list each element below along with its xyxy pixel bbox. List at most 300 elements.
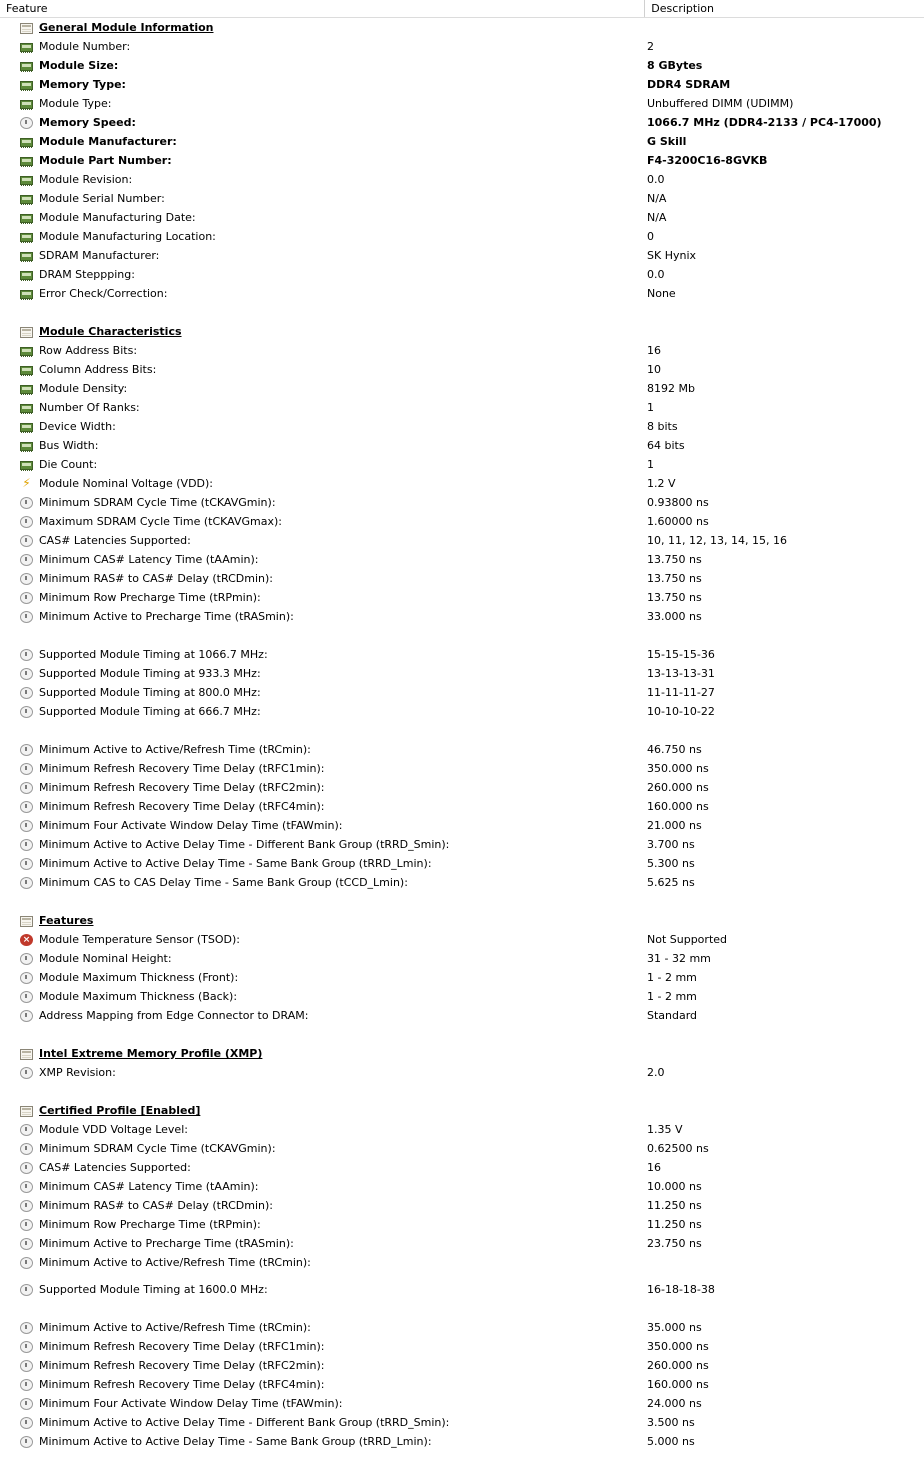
feature-cell xyxy=(0,1120,645,1139)
feature-cell xyxy=(0,37,645,56)
chip-icon xyxy=(20,271,33,280)
detail-row[interactable] xyxy=(0,531,924,550)
description-cell: 16 xyxy=(647,344,661,357)
feature-label: Minimum Refresh Recovery Time Delay (tRFC4min): xyxy=(39,1378,325,1391)
description-cell: 35.000 ns xyxy=(647,1321,702,1334)
description-cell: 10 xyxy=(647,363,661,376)
description-cell: 13.750 ns xyxy=(647,591,702,604)
description-cell: 5.625 ns xyxy=(647,876,695,889)
detail-row[interactable] xyxy=(0,1006,924,1025)
detail-row[interactable] xyxy=(0,1063,924,1082)
chip-icon xyxy=(20,290,33,299)
feature-cell xyxy=(0,911,645,930)
feature-cell xyxy=(0,778,645,797)
feature-label: Module Revision: xyxy=(39,173,133,186)
detail-row[interactable] xyxy=(0,265,924,284)
detail-row[interactable] xyxy=(0,740,924,759)
detail-row[interactable] xyxy=(0,1158,924,1177)
description-cell: 0.93800 ns xyxy=(647,496,709,509)
section-icon xyxy=(20,23,33,34)
feature-label: Supported Module Timing at 666.7 MHz: xyxy=(39,705,261,718)
clock-icon xyxy=(20,953,33,965)
feature-label: Minimum CAS# Latency Time (tAAmin): xyxy=(39,553,259,566)
detail-row[interactable] xyxy=(0,1280,924,1299)
detail-row[interactable] xyxy=(0,854,924,873)
detail-row[interactable] xyxy=(0,436,924,455)
detail-row[interactable] xyxy=(0,246,924,265)
feature-label: Minimum Active to Active Delay Time - Different Bank Group (tRRD_Smin): xyxy=(39,838,450,851)
description-cell: 1.2 V xyxy=(647,477,676,490)
feature-cell xyxy=(0,436,645,455)
feature-cell xyxy=(0,569,645,588)
feature-cell xyxy=(0,56,645,75)
clock-icon xyxy=(20,1360,33,1372)
feature-cell xyxy=(0,170,645,189)
detail-row[interactable] xyxy=(0,1394,924,1413)
clock-icon xyxy=(20,1124,33,1136)
feature-cell xyxy=(0,417,645,436)
detail-row[interactable] xyxy=(0,398,924,417)
feature-cell xyxy=(0,873,645,892)
feature-cell xyxy=(0,75,645,94)
description-cell: 350.000 ns xyxy=(647,762,709,775)
feature-cell xyxy=(0,987,645,1006)
detail-row[interactable] xyxy=(0,341,924,360)
feature-cell xyxy=(0,227,645,246)
detail-row[interactable] xyxy=(0,170,924,189)
feature-cell xyxy=(0,1253,645,1272)
feature-label: CAS# Latencies Supported: xyxy=(39,1161,191,1174)
detail-row[interactable] xyxy=(0,930,924,949)
description-cell: 8192 Mb xyxy=(647,382,695,395)
section-icon xyxy=(20,327,33,338)
feature-cell xyxy=(0,398,645,417)
feature-cell xyxy=(0,702,645,721)
feature-label: Minimum Active to Active/Refresh Time (tRCmin): xyxy=(39,1256,311,1269)
description-cell: 21.000 ns xyxy=(647,819,702,832)
clock-icon xyxy=(20,782,33,794)
feature-label: Minimum RAS# to CAS# Delay (tRCDmin): xyxy=(39,1199,273,1212)
feature-label: Maximum SDRAM Cycle Time (tCKAVGmax): xyxy=(39,515,282,528)
detail-row[interactable] xyxy=(0,1337,924,1356)
feature-cell xyxy=(0,379,645,398)
feature-cell xyxy=(0,1101,645,1120)
description-cell: 10.000 ns xyxy=(647,1180,702,1193)
description-cell: 13.750 ns xyxy=(647,572,702,585)
detail-row[interactable] xyxy=(0,968,924,987)
description-cell: 46.750 ns xyxy=(647,743,702,756)
feature-cell xyxy=(0,474,645,493)
spd-detail-list xyxy=(0,18,924,1451)
feature-label: DRAM Steppping: xyxy=(39,268,135,281)
feature-label: Supported Module Timing at 1066.7 MHz: xyxy=(39,648,268,661)
feature-cell xyxy=(0,835,645,854)
detail-row[interactable] xyxy=(0,550,924,569)
feature-label: Number Of Ranks: xyxy=(39,401,140,414)
detail-row[interactable] xyxy=(0,683,924,702)
feature-label: Minimum Refresh Recovery Time Delay (tRFC1min): xyxy=(39,1340,325,1353)
feature-label: Module VDD Voltage Level: xyxy=(39,1123,188,1136)
section-header-row[interactable] xyxy=(0,322,924,341)
feature-cell xyxy=(0,341,645,360)
feature-label: Module Manufacturing Date: xyxy=(39,211,196,224)
detail-row[interactable] xyxy=(0,1432,924,1451)
description-cell: DDR4 SDRAM xyxy=(647,78,731,91)
feature-cell xyxy=(0,588,645,607)
feature-cell xyxy=(0,493,645,512)
clock-icon xyxy=(20,554,33,566)
feature-label: Minimum Refresh Recovery Time Delay (tRFC4min): xyxy=(39,800,325,813)
description-cell: 31 - 32 mm xyxy=(647,952,711,965)
feature-cell xyxy=(0,132,645,151)
clock-icon xyxy=(20,1257,33,1269)
row-spacer xyxy=(0,1299,924,1318)
detail-row[interactable] xyxy=(0,132,924,151)
column-header-row xyxy=(0,0,924,18)
feature-label: Module Type: xyxy=(39,97,112,110)
chip-icon xyxy=(20,62,33,71)
description-cell: Not Supported xyxy=(647,933,728,946)
section-icon xyxy=(20,1049,33,1060)
feature-cell xyxy=(0,1196,645,1215)
feature-label: XMP Revision: xyxy=(39,1066,116,1079)
feature-cell xyxy=(0,1063,645,1082)
clock-icon xyxy=(20,1010,33,1022)
chip-icon xyxy=(20,423,33,432)
feature-label: Minimum Row Precharge Time (tRPmin): xyxy=(39,1218,261,1231)
detail-row[interactable] xyxy=(0,113,924,132)
detail-row[interactable] xyxy=(0,1234,924,1253)
feature-cell xyxy=(0,322,645,341)
feature-label: Module Manufacturing Location: xyxy=(39,230,216,243)
detail-row[interactable] xyxy=(0,189,924,208)
feature-label: Module Serial Number: xyxy=(39,192,165,205)
feature-cell xyxy=(0,284,645,303)
clock-icon xyxy=(20,1143,33,1155)
feature-cell xyxy=(0,1215,645,1234)
detail-row[interactable] xyxy=(0,1215,924,1234)
feature-cell xyxy=(0,1280,645,1299)
detail-row[interactable] xyxy=(0,607,924,626)
feature-label: Module Number: xyxy=(39,40,131,53)
chip-icon xyxy=(20,366,33,375)
detail-row[interactable] xyxy=(0,417,924,436)
description-cell: 0.0 xyxy=(647,268,665,281)
clock-icon xyxy=(20,1219,33,1231)
detail-row[interactable] xyxy=(0,778,924,797)
description-cell: 16-18-18-38 xyxy=(647,1283,715,1296)
description-cell: 23.750 ns xyxy=(647,1237,702,1250)
feature-label: Module Density: xyxy=(39,382,128,395)
description-cell: 1 - 2 mm xyxy=(647,990,697,1003)
feature-cell xyxy=(0,455,645,474)
feature-cell xyxy=(0,816,645,835)
description-cell: 3.500 ns xyxy=(647,1416,695,1429)
description-cell: N/A xyxy=(647,192,667,205)
feature-label: Module Nominal Height: xyxy=(39,952,172,965)
description-cell: 5.000 ns xyxy=(647,1435,695,1448)
clock-icon xyxy=(20,592,33,604)
feature-cell xyxy=(0,94,645,113)
chip-icon xyxy=(20,385,33,394)
detail-row[interactable] xyxy=(0,835,924,854)
feature-label: Device Width: xyxy=(39,420,116,433)
description-cell: 5.300 ns xyxy=(647,857,695,870)
clock-icon xyxy=(20,706,33,718)
section-header-row[interactable] xyxy=(0,1044,924,1063)
section-header-row[interactable] xyxy=(0,18,924,37)
detail-row[interactable] xyxy=(0,284,924,303)
feature-cell xyxy=(0,683,645,702)
description-cell: SK Hynix xyxy=(647,249,697,262)
clock-icon xyxy=(20,516,33,528)
description-cell: 8 GBytes xyxy=(647,59,703,72)
feature-cell xyxy=(0,531,645,550)
feature-cell xyxy=(0,930,645,949)
voltage-bolt-icon: ⚡ xyxy=(22,476,31,490)
section-header-row[interactable] xyxy=(0,911,924,930)
detail-row[interactable] xyxy=(0,455,924,474)
section-gap xyxy=(0,303,924,322)
description-cell: 1.35 V xyxy=(647,1123,683,1136)
feature-label: Address Mapping from Edge Connector to DRAM: xyxy=(39,1009,309,1022)
feature-cell xyxy=(0,854,645,873)
feature-cell xyxy=(0,968,645,987)
feature-label: Module Maximum Thickness (Back): xyxy=(39,990,238,1003)
clock-icon xyxy=(20,991,33,1003)
clock-icon xyxy=(20,763,33,775)
feature-label: Supported Module Timing at 1600.0 MHz: xyxy=(39,1283,268,1296)
feature-label: Minimum CAS# Latency Time (tAAmin): xyxy=(39,1180,259,1193)
feature-label: Minimum SDRAM Cycle Time (tCKAVGmin): xyxy=(39,1142,276,1155)
feature-label: Minimum Row Precharge Time (tRPmin): xyxy=(39,591,261,604)
section-gap xyxy=(0,1025,924,1044)
feature-label: Module Manufacturer: xyxy=(39,135,177,148)
clock-icon xyxy=(20,1238,33,1250)
section-title: Intel Extreme Memory Profile (XMP) xyxy=(39,1047,263,1060)
detail-row[interactable] xyxy=(0,493,924,512)
detail-row[interactable] xyxy=(0,208,924,227)
description-cell: 10-10-10-22 xyxy=(647,705,715,718)
feature-cell xyxy=(0,1177,645,1196)
description-cell: N/A xyxy=(647,211,667,224)
description-cell: Standard xyxy=(647,1009,698,1022)
detail-row[interactable] xyxy=(0,1196,924,1215)
feature-label: Minimum Active to Active Delay Time - Same Bank Group (tRRD_Lmin): xyxy=(39,1435,432,1448)
chip-icon xyxy=(20,138,33,147)
detail-row[interactable] xyxy=(0,645,924,664)
feature-cell xyxy=(0,797,645,816)
feature-label: Minimum Refresh Recovery Time Delay (tRFC2min): xyxy=(39,781,325,794)
detail-row[interactable] xyxy=(0,1120,924,1139)
detail-row[interactable] xyxy=(0,75,924,94)
description-cell: 16 xyxy=(647,1161,661,1174)
detail-row[interactable] xyxy=(0,37,924,56)
feature-label: Minimum Active to Active/Refresh Time (tRCmin): xyxy=(39,1321,311,1334)
feature-label: Minimum Refresh Recovery Time Delay (tRFC1min): xyxy=(39,762,325,775)
clock-icon xyxy=(20,877,33,889)
section-header-row[interactable] xyxy=(0,1101,924,1120)
feature-cell xyxy=(0,1337,645,1356)
description-cell: 3.700 ns xyxy=(647,838,695,851)
detail-row[interactable] xyxy=(0,474,924,493)
chip-icon xyxy=(20,81,33,90)
feature-label: Module Maximum Thickness (Front): xyxy=(39,971,239,984)
clock-icon xyxy=(20,117,33,129)
detail-row[interactable] xyxy=(0,1356,924,1375)
description-cell: G Skill xyxy=(647,135,687,148)
detail-row[interactable] xyxy=(0,56,924,75)
section-gap xyxy=(0,892,924,911)
description-cell: 2.0 xyxy=(647,1066,665,1079)
description-cell: 0 xyxy=(647,230,654,243)
description-cell: F4-3200C16-8GVKB xyxy=(647,154,768,167)
feature-cell xyxy=(0,759,645,778)
feature-label: Minimum SDRAM Cycle Time (tCKAVGmin): xyxy=(39,496,276,509)
description-cell: 13-13-13-31 xyxy=(647,667,715,680)
feature-label: Minimum CAS to CAS Delay Time - Same Bank Group (tCCD_Lmin): xyxy=(39,876,408,889)
feature-label: Memory Type: xyxy=(39,78,126,91)
detail-row[interactable] xyxy=(0,227,924,246)
feature-label: Minimum Refresh Recovery Time Delay (tRFC2min): xyxy=(39,1359,325,1372)
feature-cell xyxy=(0,1044,645,1063)
clock-icon xyxy=(20,535,33,547)
feature-label: Supported Module Timing at 933.3 MHz: xyxy=(39,667,261,680)
row-spacer xyxy=(0,721,924,740)
feature-label: Module Nominal Voltage (VDD): xyxy=(39,477,214,490)
detail-row[interactable] xyxy=(0,94,924,113)
detail-row[interactable] xyxy=(0,816,924,835)
column-header-description[interactable]: Description xyxy=(651,2,714,15)
section-title: General Module Information xyxy=(39,21,214,34)
feature-cell xyxy=(0,512,645,531)
feature-cell xyxy=(0,189,645,208)
description-cell: 2 xyxy=(647,40,654,53)
clock-icon xyxy=(20,744,33,756)
clock-icon xyxy=(20,1200,33,1212)
feature-label: Die Count: xyxy=(39,458,98,471)
feature-label: Row Address Bits: xyxy=(39,344,138,357)
description-cell: 13.750 ns xyxy=(647,553,702,566)
detail-row[interactable] xyxy=(0,1375,924,1394)
clock-icon xyxy=(20,1379,33,1391)
feature-cell xyxy=(0,113,645,132)
feature-label: Module Size: xyxy=(39,59,119,72)
clock-icon xyxy=(20,1181,33,1193)
feature-cell xyxy=(0,1139,645,1158)
feature-cell xyxy=(0,208,645,227)
description-cell: 15-15-15-36 xyxy=(647,648,715,661)
detail-row[interactable] xyxy=(0,759,924,778)
detail-row[interactable] xyxy=(0,588,924,607)
feature-label: Minimum Active to Active Delay Time - Different Bank Group (tRRD_Smin): xyxy=(39,1416,450,1429)
feature-label: Minimum RAS# to CAS# Delay (tRCDmin): xyxy=(39,572,273,585)
clock-icon xyxy=(20,1436,33,1448)
feature-cell xyxy=(0,18,645,37)
detail-row[interactable] xyxy=(0,797,924,816)
chip-icon xyxy=(20,252,33,261)
feature-cell xyxy=(0,1006,645,1025)
section-title: Features xyxy=(39,914,94,927)
clock-icon xyxy=(20,801,33,813)
clock-icon xyxy=(20,1398,33,1410)
detail-row[interactable] xyxy=(0,360,924,379)
detail-row[interactable] xyxy=(0,512,924,531)
clock-icon xyxy=(20,820,33,832)
feature-label: Memory Speed: xyxy=(39,116,136,129)
detail-row[interactable] xyxy=(0,151,924,170)
section-gap xyxy=(0,1082,924,1101)
detail-row[interactable] xyxy=(0,987,924,1006)
feature-label: Module Temperature Sensor (TSOD): xyxy=(39,933,240,946)
feature-cell xyxy=(0,949,645,968)
clock-icon xyxy=(20,1417,33,1429)
detail-row[interactable] xyxy=(0,664,924,683)
feature-cell xyxy=(0,645,645,664)
description-cell: 260.000 ns xyxy=(647,1359,709,1372)
detail-row[interactable] xyxy=(0,873,924,892)
detail-row[interactable] xyxy=(0,1318,924,1337)
feature-cell xyxy=(0,550,645,569)
feature-label: Minimum Active to Precharge Time (tRASmin): xyxy=(39,1237,294,1250)
detail-row[interactable] xyxy=(0,379,924,398)
chip-icon xyxy=(20,176,33,185)
feature-cell xyxy=(0,246,645,265)
column-header-feature[interactable]: Feature xyxy=(6,2,48,15)
description-cell: 24.000 ns xyxy=(647,1397,702,1410)
description-cell: 11.250 ns xyxy=(647,1218,702,1231)
feature-cell xyxy=(0,151,645,170)
feature-label: Minimum Four Activate Window Delay Time (tFAWmin): xyxy=(39,1397,343,1410)
description-cell: 1 - 2 mm xyxy=(647,971,697,984)
section-title: Module Characteristics xyxy=(39,325,182,338)
clock-icon xyxy=(20,1284,33,1296)
feature-cell xyxy=(0,1234,645,1253)
feature-cell xyxy=(0,1432,645,1451)
detail-row[interactable] xyxy=(0,702,924,721)
feature-cell xyxy=(0,607,645,626)
description-cell: 1 xyxy=(647,458,654,471)
feature-cell xyxy=(0,1413,645,1432)
description-cell: 10, 11, 12, 13, 14, 15, 16 xyxy=(647,534,787,547)
description-cell: 1066.7 MHz (DDR4-2133 / PC4-17000) xyxy=(647,116,882,129)
detail-row[interactable] xyxy=(0,1413,924,1432)
detail-row[interactable] xyxy=(0,949,924,968)
clock-icon xyxy=(20,668,33,680)
chip-icon xyxy=(20,404,33,413)
clock-icon xyxy=(20,611,33,623)
feature-cell xyxy=(0,1318,645,1337)
feature-label: Error Check/Correction: xyxy=(39,287,168,300)
detail-row[interactable] xyxy=(0,569,924,588)
chip-icon xyxy=(20,157,33,166)
clock-icon xyxy=(20,1341,33,1353)
clock-icon xyxy=(20,1162,33,1174)
description-cell: 11-11-11-27 xyxy=(647,686,715,699)
description-cell: 260.000 ns xyxy=(647,781,709,794)
description-cell: 0.62500 ns xyxy=(647,1142,709,1155)
feature-label: Bus Width: xyxy=(39,439,99,452)
clock-icon xyxy=(20,1322,33,1334)
clock-icon xyxy=(20,649,33,661)
feature-cell xyxy=(0,740,645,759)
detail-row[interactable] xyxy=(0,1177,924,1196)
chip-icon xyxy=(20,214,33,223)
description-cell: 1.60000 ns xyxy=(647,515,709,528)
detail-row[interactable] xyxy=(0,1139,924,1158)
feature-cell xyxy=(0,360,645,379)
description-cell: 350.000 ns xyxy=(647,1340,709,1353)
